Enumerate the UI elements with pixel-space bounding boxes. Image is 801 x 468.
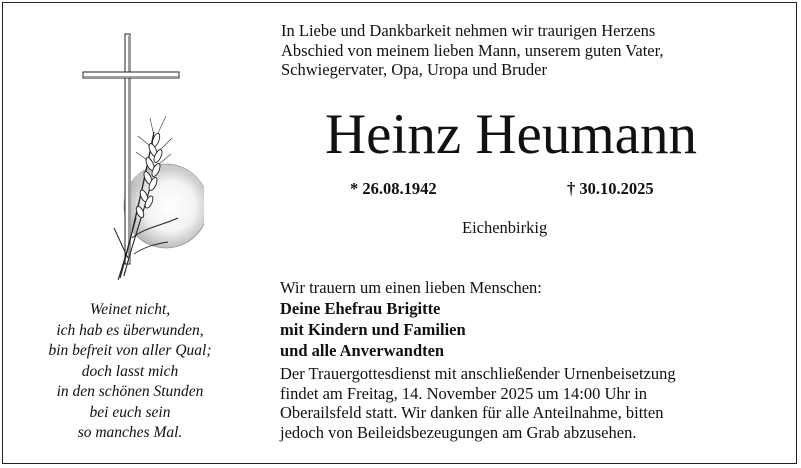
intro-line: In Liebe und Dankbarkeit nehmen wir traurigen Herzens xyxy=(281,21,656,40)
death-date: † 30.10.2025 xyxy=(567,179,654,198)
poem xyxy=(20,300,240,444)
poem-line: Weinet nicht, xyxy=(89,301,171,318)
poem-line: doch lasst mich xyxy=(81,362,179,380)
poem-line: ich hab es überwunden, xyxy=(56,321,204,339)
service-line: findet am Freitag, 14. November 2025 um 14:00 Uhr in xyxy=(280,383,648,403)
mourner-line: Deine Ehefrau Brigitte xyxy=(280,299,441,318)
hometown: Eichenbirkig xyxy=(462,218,548,237)
service-notice xyxy=(280,364,780,442)
poem-line: bei euch sein xyxy=(89,403,171,421)
mourner-line: mit Kindern und Familien xyxy=(280,320,466,339)
intro-line: Abschied von meinem lieben Mann, unserem guten Vater, xyxy=(281,40,664,60)
mourners-block xyxy=(280,277,780,361)
intro-text xyxy=(281,21,781,80)
mourners-intro: Wir trauern um einen lieben Menschen: xyxy=(280,278,542,297)
poem-line: so manches Mal. xyxy=(77,424,183,441)
deceased-name: Heinz Heumann xyxy=(325,103,697,166)
poem-line: in den schönen Stunden xyxy=(56,383,204,400)
mourner-line: und alle Anverwandten xyxy=(280,341,445,360)
service-line: Der Trauergottesdienst mit anschließender Urnenbeisetzung xyxy=(280,364,676,383)
poem-line: bin befreit von aller Qual; xyxy=(48,342,212,359)
service-line: jedoch von Beileidsbezeugungen am Grab abzusehen. xyxy=(280,422,637,442)
cross-with-wheat-icon xyxy=(74,32,204,290)
intro-line: Schwiegervater, Opa, Uropa und Bruder xyxy=(281,60,547,79)
service-line: Oberailsfeld statt. Wir danken für alle Anteilnahme, bitten xyxy=(280,403,664,422)
birth-date: * 26.08.1942 xyxy=(350,179,437,198)
